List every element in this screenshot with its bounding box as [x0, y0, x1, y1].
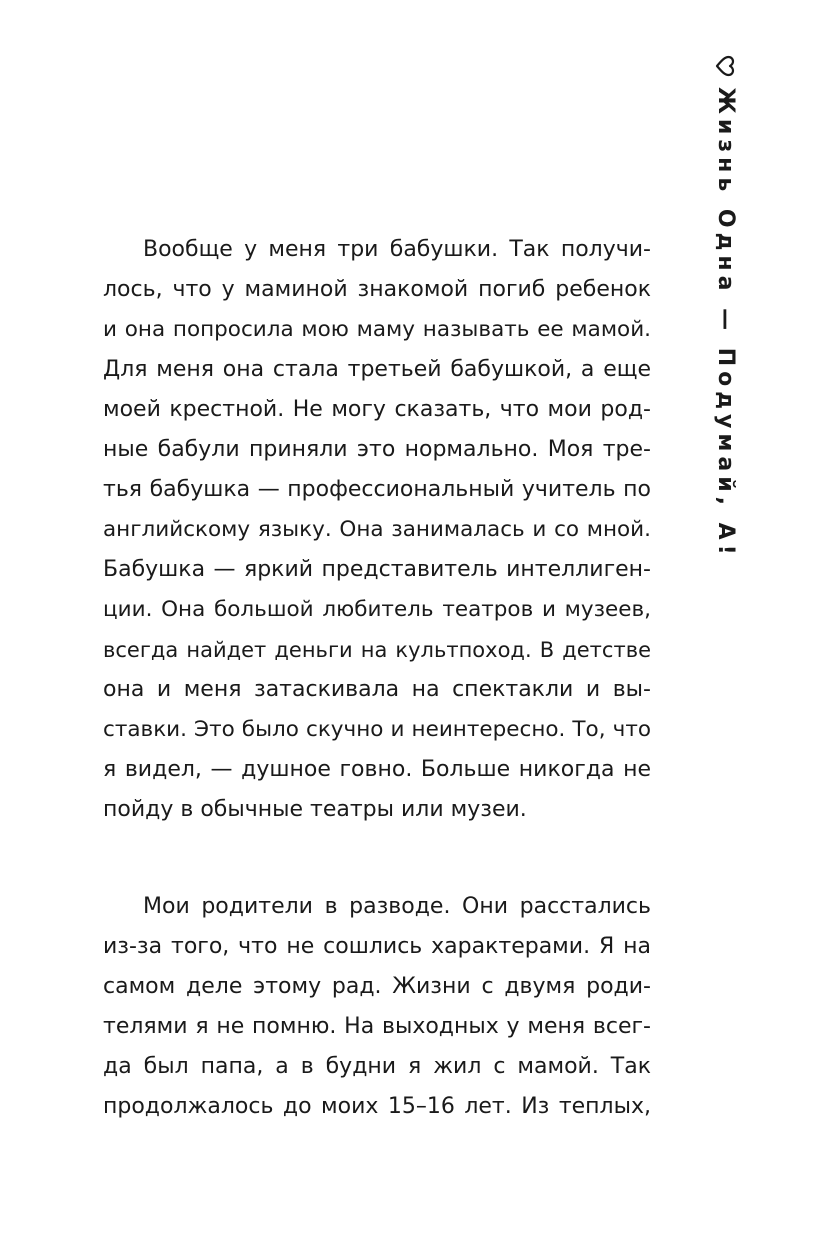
text-line: Вообще у меня три бабушки. Так получи- [143, 237, 651, 262]
text-line: из-за того, что не сошлись характерами. Я на [103, 934, 651, 959]
text-line: Бабушка — яркий представитель интеллиген- [103, 557, 651, 582]
running-head [708, 55, 742, 560]
text-line: и она попросила мою маму называть ее мамой. [103, 317, 651, 342]
text-line: ные бабули приняли это нормально. Моя тре- [103, 437, 651, 462]
heart-outline-icon [715, 55, 735, 77]
text-line: Мои родители в разводе. Они расстались [143, 894, 651, 919]
text-line: тья бабушка — профессиональный учитель по [103, 477, 651, 502]
text-line: Для меня она стала третьей бабушкой, а еще [103, 357, 651, 382]
text-line: ставки. Это было скучно и неинтересно. То, что [103, 717, 651, 742]
text-line: пойду в обычные театры или музеи. [103, 797, 527, 822]
text-line: она и меня затаскивала на спектакли и вы- [103, 677, 651, 702]
text-line: продолжалось до моих 15–16 лет. Из теплых, [103, 1094, 651, 1119]
text-line: ции. Она большой любитель театров и музеев, [103, 597, 651, 622]
body-text [103, 230, 651, 1127]
paragraph-2 [103, 887, 651, 1127]
text-line: всегда найдет деньги на культпоход. В детстве [103, 638, 651, 662]
text-line: телями я не помню. На выходных у меня всег- [103, 1014, 651, 1039]
text-line: моей крестной. Не могу сказать, что мои род- [103, 397, 651, 422]
paragraph-gap [103, 830, 651, 887]
text-line: я видел, — душное говно. Больше никогда не [103, 757, 651, 782]
text-line: да был папа, а в будни я жил с мамой. Так [103, 1054, 651, 1079]
running-head-rotated [708, 55, 742, 560]
text-line: английскому языку. Она занималась и со мной. [103, 517, 651, 542]
text-line: лось, что у маминой знакомой погиб ребенок [103, 277, 651, 302]
running-head-title: Жизнь Одна — Подумай, А! [713, 87, 738, 560]
text-line: самом деле этому рад. Жизни с двумя роди- [103, 974, 651, 999]
paragraph-1 [103, 230, 651, 830]
